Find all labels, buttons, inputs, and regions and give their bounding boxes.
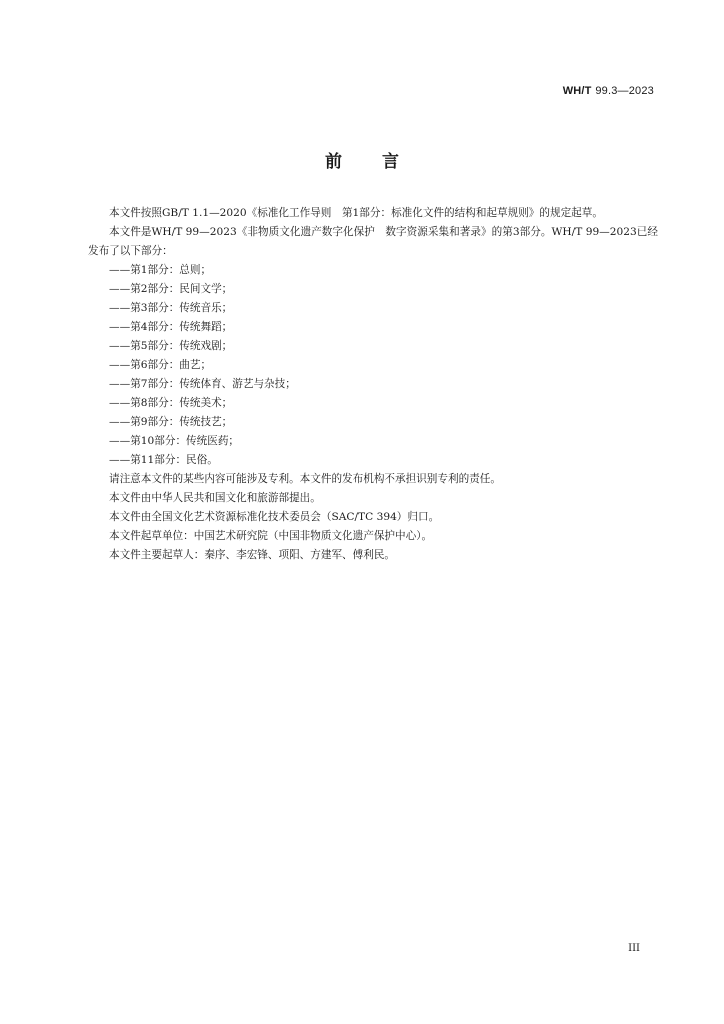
standard-number: 99.3—2023 [595,85,654,97]
list-item: ——第3部分：传统音乐； [109,302,233,314]
paragraph-drafting-unit: 本文件起草单位：中国艺术研究院（中国非物质文化遗产保护中心）。 [109,530,433,542]
list-item: ——第9部分：传统技艺； [109,416,233,428]
standard-code: WH/T [562,85,592,97]
foreword-body [88,204,658,565]
paragraph-patent-notice: 请注意本文件的某些内容可能涉及专利。本文件的发布机构不承担识别专利的责任。 [109,473,501,485]
title-char-1: 前 [325,152,342,172]
paragraph-managed-by: 本文件由全国文化艺术资源标准化技术委员会（SAC/TC 394）归口。 [109,511,440,523]
list-item: ——第10部分：传统医药； [109,435,240,447]
list-item: ——第4部分：传统舞蹈； [109,321,233,333]
list-item: ——第2部分：民间文学； [109,283,233,295]
page-title [0,147,724,172]
paragraph-proposed-by: 本文件由中华人民共和国文化和旅游部提出。 [109,492,321,504]
list-item: ——第1部分：总则； [109,264,212,276]
list-item: ——第8部分：传统美术； [109,397,233,409]
list-item: ——第6部分：曲艺； [109,359,212,371]
title-char-2: 言 [382,152,399,172]
paragraph-drafters: 本文件主要起草人：秦序、李宏锋、项阳、方建军、傅利民。 [109,549,396,561]
list-item: ——第11部分：民俗。 [109,454,218,466]
document-header [563,84,654,97]
list-item: ——第5部分：传统戏剧； [109,340,233,352]
list-item: ——第7部分：传统体育、游艺与杂技； [109,378,296,390]
paragraph-part-of: 本文件是WH/T 99—2023《非物质文化遗产数字化保护 数字资源采集和著录》的第3部分。WH/T 99—2023已经发布了以下部分： [88,226,658,257]
page-number: III [628,943,640,954]
paragraph-basis: 本文件按照GB/T 1.1—2020《标准化工作导则 第1部分：标准化文件的结构和起草规则》的规定起草。 [109,207,603,219]
